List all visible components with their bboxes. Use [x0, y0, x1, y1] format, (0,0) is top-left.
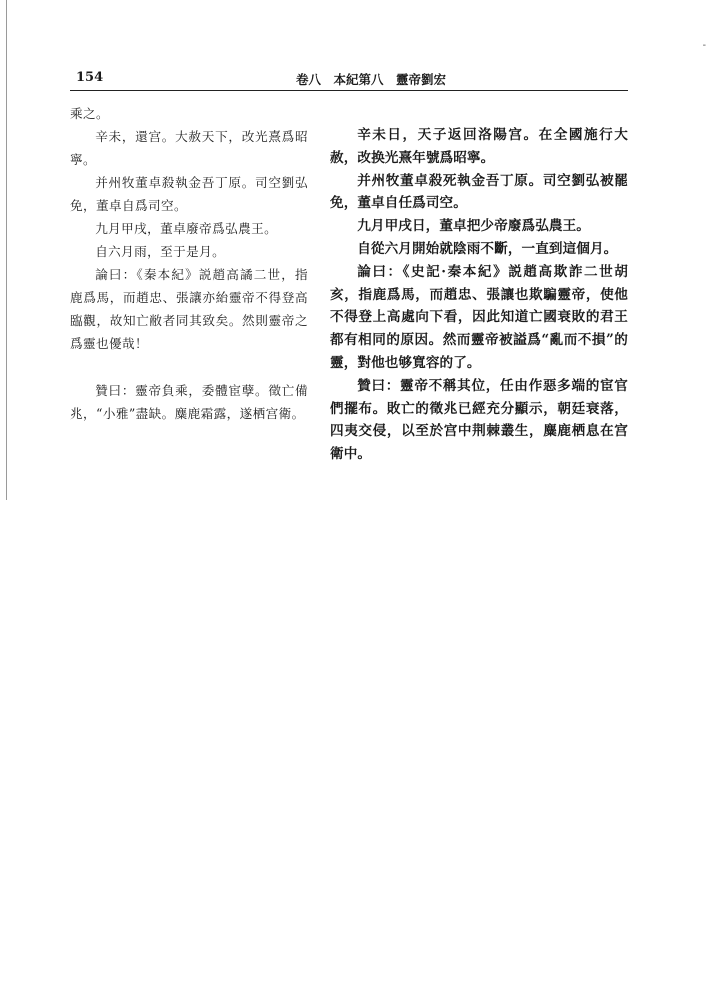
translation-paragraph: 九月甲戌日，董卓把少帝廢爲弘農王。	[357, 218, 590, 235]
original-eulogy: 贊曰：靈帝負乘，委體宦孽。徵亡備兆，“小雅”盡缺。麋鹿霜露，遂栖宫衛。	[70, 383, 308, 421]
original-commentary: 論曰：《秦本紀》説趙高譎二世，指鹿爲馬，而趙忠、張讓亦紿靈帝不得登高臨觀，故知亡敝者同其致矣。然則靈帝之爲靈也優哉！	[70, 267, 308, 351]
original-paragraph: 乘之。	[70, 106, 109, 121]
page-binding-edge	[6, 0, 7, 500]
translation-paragraph: 自從六月開始就陰雨不斷，一直到這個月。	[357, 240, 618, 257]
page-header	[70, 68, 628, 90]
translation-paragraph: 辛未日，天子返回洛陽宫。在全國施行大赦，改换光熹年號爲昭寧。	[330, 127, 628, 166]
translation-commentary: 論曰：《史記·秦本紀》説趙高欺詐二世胡亥，指鹿爲馬，而趙忠、張讓也欺騙靈帝，使他不得登上高處向下看，因此知道亡國衰敗的君王都有相同的原因。然而靈帝被謚爲“亂而不損”的靈，對他也够寬容的了。	[330, 263, 628, 371]
translation-eulogy: 贊曰：靈帝不稱其位，任由作惡多端的宦官們擺布。敗亡的徵兆已經充分顯示，朝廷衰落，四夷交侵，以至於宫中荆棘叢生，麋鹿栖息在宫衛中。	[330, 377, 628, 463]
translation-column	[330, 124, 628, 466]
original-paragraph: 自六月雨，至于是月。	[95, 244, 226, 259]
running-head: 卷八 本紀第八 靈帝劉宏	[296, 72, 447, 87]
header-rule	[70, 90, 628, 91]
original-text-column	[70, 102, 308, 425]
translation-paragraph: 并州牧董卓殺死執金吾丁原。司空劉弘被罷免，董卓自任爲司空。	[330, 172, 628, 212]
edge-mark: -	[702, 40, 706, 51]
original-paragraph: 九月甲戌，董卓廢帝爲弘農王。	[95, 221, 278, 236]
paragraph-gap	[70, 355, 308, 379]
original-paragraph: 并州牧董卓殺執金吾丁原。司空劉弘免，董卓自爲司空。	[70, 175, 308, 213]
page-number: 154	[76, 70, 104, 85]
original-paragraph: 辛未，還宫。大赦天下，改光熹爲昭寧。	[70, 129, 308, 167]
